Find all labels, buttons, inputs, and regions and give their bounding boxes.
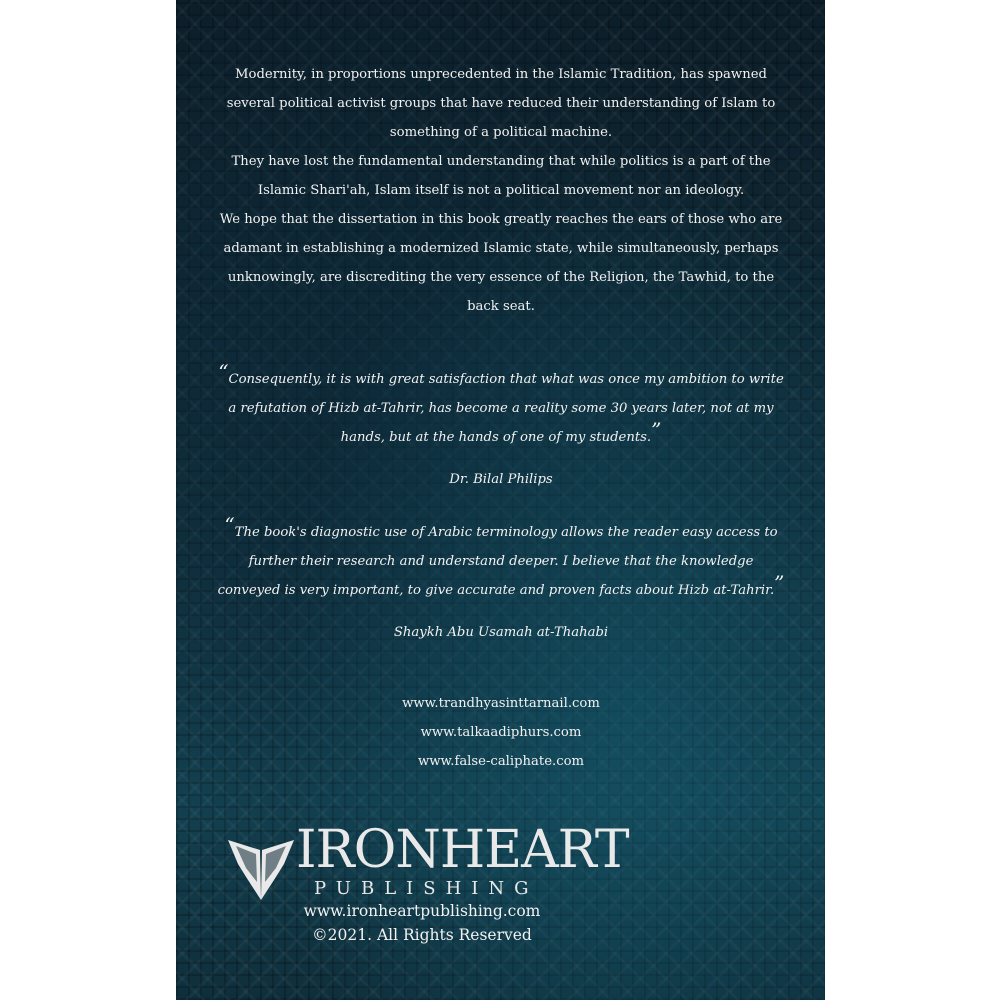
testimonial-author: Dr. Bilal Philips	[449, 472, 553, 488]
testimonial-author: Shaykh Abu Usamah at-Thahabi	[393, 625, 609, 641]
publisher-footer	[272, 899, 572, 947]
blurb-paragraph-1: Modernity, in proportions unprecedented in the Islamic Tradition, has spawned several political activist groups that have reduced their understanding of Islam to something of a political machine.	[226, 67, 776, 140]
winged-heart-emblem-icon	[226, 830, 296, 902]
publisher-wordmark: IRONHEART	[296, 820, 629, 880]
blurb	[216, 60, 786, 321]
website-link-1[interactable]: www.trandhyasinttarnail.com	[402, 696, 600, 711]
close-quote-mark: ”	[774, 571, 785, 596]
open-quote-mark: “	[224, 513, 235, 538]
testimonial-quote	[216, 513, 786, 605]
publisher-website[interactable]: www.ironheartpublishing.com	[303, 902, 541, 920]
website-link-3[interactable]: www.false-caliphate.com	[417, 754, 585, 769]
testimonial-quote	[216, 360, 786, 452]
testimonial-1	[216, 352, 786, 494]
open-quote-mark: “	[218, 360, 229, 385]
back-cover	[176, 0, 825, 1000]
website-link-2[interactable]: www.talkaadiphurs.com	[420, 725, 582, 740]
blurb-paragraph-2: They have lost the fundamental understanding that while politics is a part of the Islamic Shari'ah, Islam itself is not a political movement nor an ideology.	[231, 154, 771, 198]
website-links	[216, 689, 786, 776]
publisher-logo	[226, 820, 629, 906]
testimonial-text: The book's diagnostic use of Arabic terminology allows the reader easy access to further their research and understand deeper. I believe that the knowledge conveyed is very important, to give accurate and proven facts about Hizb at-Tahrir.	[217, 525, 778, 599]
close-quote-mark: ”	[651, 418, 662, 443]
testimonial-2	[216, 505, 786, 647]
copyright-notice: ©2021. All Rights Reserved	[312, 926, 532, 944]
testimonial-text: Consequently, it is with great satisfaction that what was once my ambition to write a refutation of Hizb at-Tahrir, has become a reality some 30 years later, not at my hands, but at the hands of one of my students.	[228, 372, 784, 446]
publisher-subbrand: PUBLISHING	[314, 878, 539, 899]
blurb-paragraph-3: We hope that the dissertation in this book greatly reaches the ears of those who are adamant in establishing a modernized Islamic state, while simultaneously, perhaps unknowingly, are discrediting the very essence of the Religion, the Tawhid, to the back seat.	[219, 212, 783, 314]
